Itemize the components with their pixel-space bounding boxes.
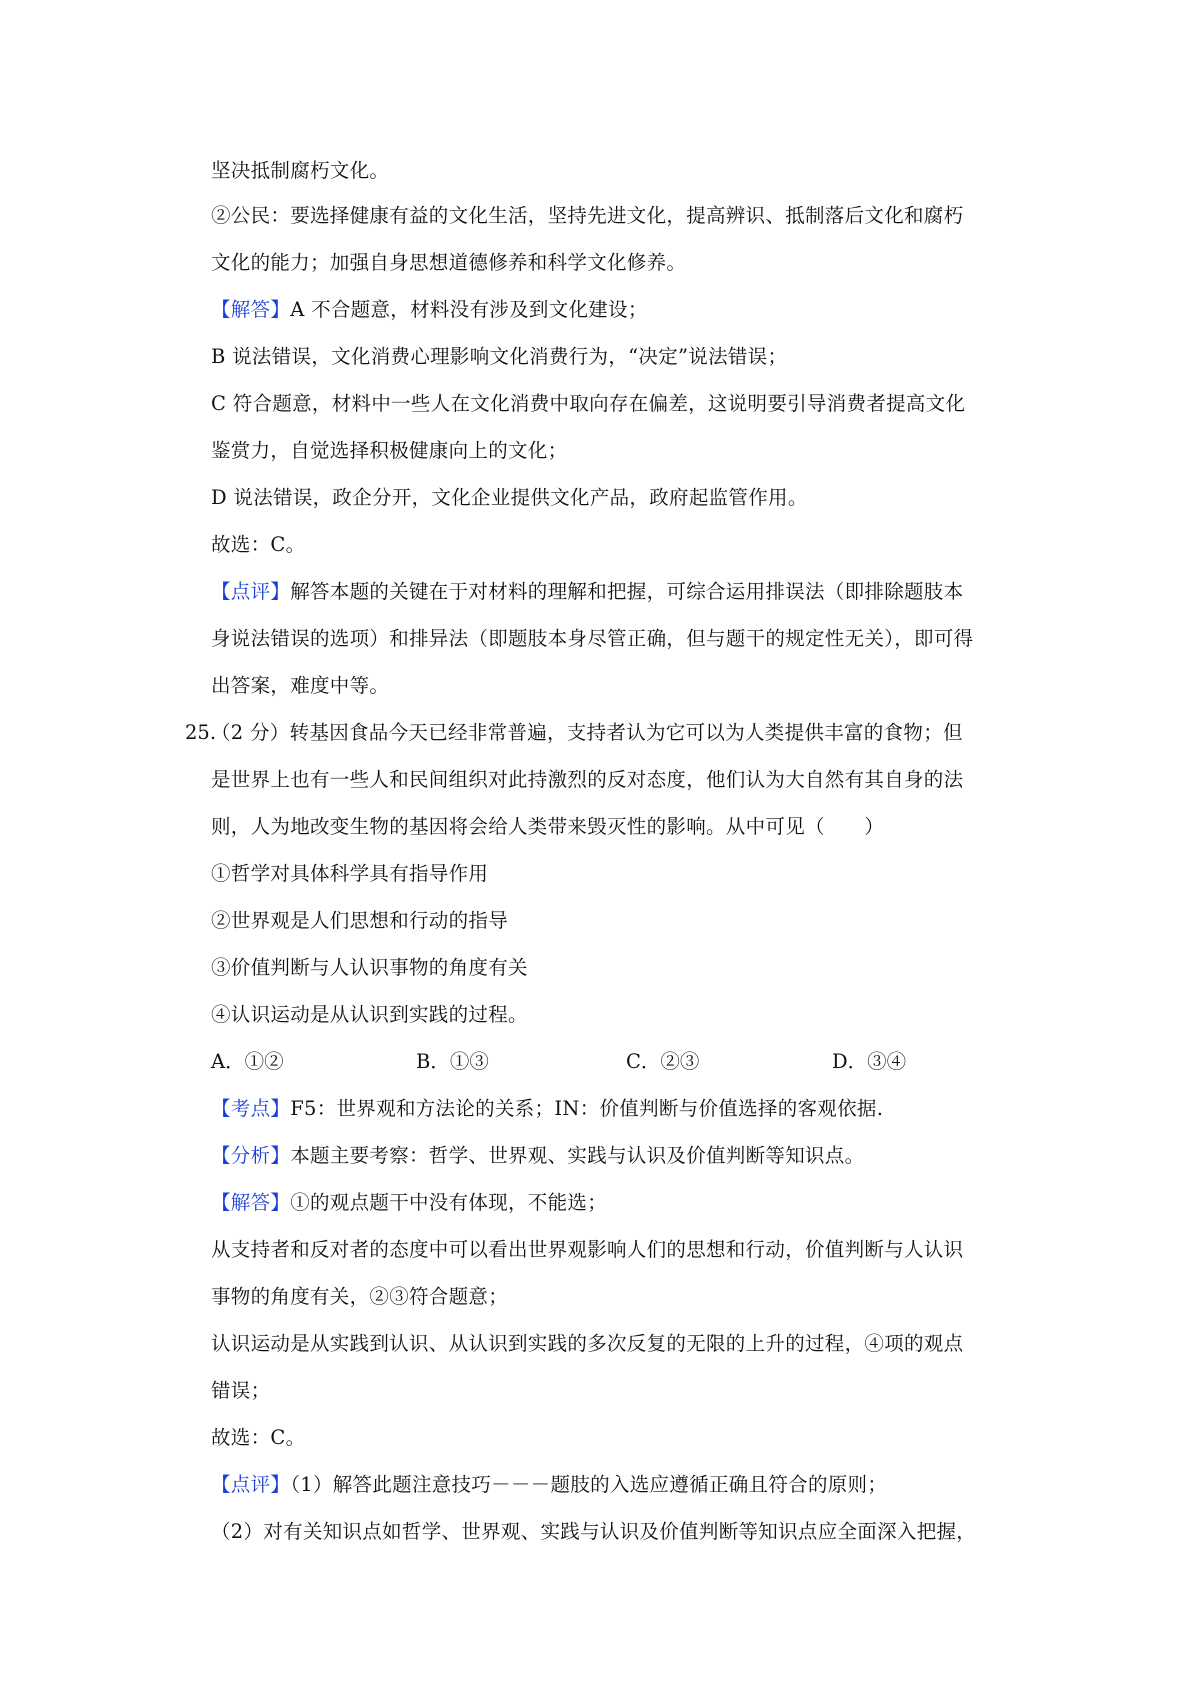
comment-text: 解答本题的关键在于对材料的理解和把握，可综合运用排误法（即排除题肢本 (290, 580, 964, 603)
fenxi-text: 本题主要考察：哲学、世界观、实践与认识及价值判断等知识点。 (290, 1144, 865, 1167)
kaodian-tag: 【考点】 (211, 1097, 291, 1120)
fenxi-tag: 【分析】 (211, 1144, 291, 1167)
fenxi-line (211, 1143, 864, 1169)
answer-line (211, 1190, 607, 1216)
option-d: D．③④ (832, 1050, 907, 1073)
option-c: C．②③ (626, 1050, 700, 1073)
answer-text: A 不合题意，材料没有涉及到文化建设； (290, 298, 648, 321)
text-line: 认识运动是从实践到认识、从认识到实践的多次反复的无限的上升的过程，④项的观点 (211, 1332, 964, 1355)
text-line: 文化的能力；加强自身思想道德修养和科学文化修养。 (211, 251, 687, 274)
answer-tag: 【解答】 (211, 298, 291, 321)
choice-line: 故选：C。 (211, 1426, 306, 1449)
text-line: D 说法错误，政企分开，文化企业提供文化产品，政府起监管作用。 (211, 486, 808, 509)
option-b: B．①③ (416, 1050, 489, 1073)
comment-text: （1）解答此题注意技巧－－－题肢的入选应遵循正确且符合的原则； (290, 1473, 888, 1496)
text-line: B 说法错误，文化消费心理影响文化消费行为，“决定”说法错误； (211, 345, 788, 368)
text-line: 从支持者和反对者的态度中可以看出世界观影响人们的思想和行动，价值判断与人认识 (211, 1238, 964, 1261)
text-line: 坚决抵制腐朽文化。 (211, 159, 390, 182)
question-text: 则，人为地改变生物的基因将会给人类带来毁灭性的影响。从中可见（ ） (211, 815, 885, 838)
answer-text: ①的观点题干中没有体现，不能选； (290, 1191, 608, 1214)
text-line: ②公民：要选择健康有益的文化生活，坚持先进文化，提高辨识、抵制落后文化和腐朽 (211, 204, 964, 227)
statement-item: ③价值判断与人认识事物的角度有关 (211, 956, 528, 979)
statement-item: ④认识运动是从认识到实践的过程。 (211, 1003, 528, 1026)
text-line: 错误； (211, 1379, 271, 1402)
comment-line (211, 579, 963, 605)
question-text: 是世界上也有一些人和民间组织对此持激烈的反对态度，他们认为大自然有其自身的法 (211, 768, 964, 791)
choice-line: 故选：C。 (211, 533, 306, 556)
kaodian-text: F5：世界观和方法论的关系；IN：价值判断与价值选择的客观依据. (290, 1097, 884, 1120)
text-line: （2）对有关知识点如哲学、世界观、实践与认识及价值判断等知识点应全面深入把握， (211, 1520, 977, 1543)
question-text: （2 分）转基因食品今天已经非常普遍，支持者认为它可以为人类提供丰富的食物；但 (211, 721, 963, 744)
option-a: A．①② (211, 1050, 284, 1073)
text-line: 出答案，难度中等。 (211, 674, 390, 697)
text-line: 鉴赏力，自觉选择积极健康向上的文化； (211, 439, 568, 462)
comment-tag: 【点评】 (211, 580, 291, 603)
kaodian-line (211, 1096, 883, 1122)
answer-line (211, 297, 648, 323)
answer-tag: 【解答】 (211, 1191, 291, 1214)
statement-item: ②世界观是人们思想和行动的指导 (211, 909, 509, 932)
question-number: 25. (185, 721, 217, 744)
comment-line (211, 1472, 887, 1498)
statement-item: ①哲学对具体科学具有指导作用 (211, 862, 489, 885)
text-line: 事物的角度有关，②③符合题意； (211, 1285, 509, 1308)
comment-tag: 【点评】 (211, 1473, 291, 1496)
text-line: 身说法错误的选项）和排异法（即题肢本身尽管正确，但与题干的规定性无关），即可得 (211, 627, 974, 650)
text-line: C 符合题意，材料中一些人在文化消费中取向存在偏差，这说明要引导消费者提高文化 (211, 392, 966, 415)
